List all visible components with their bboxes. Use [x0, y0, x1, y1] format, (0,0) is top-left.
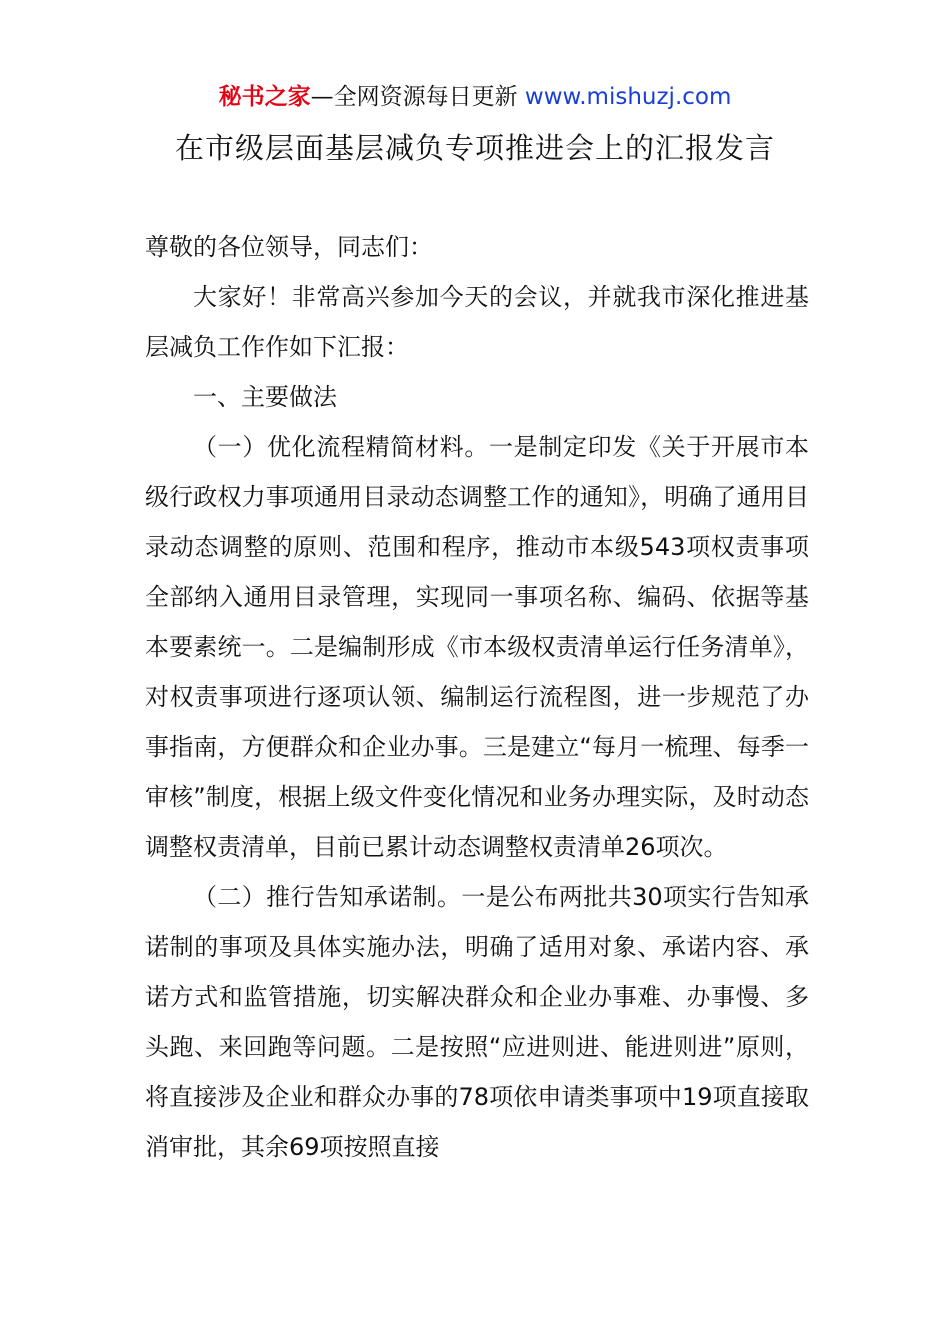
section-heading: 一、主要做法	[193, 383, 337, 411]
salutation: 尊敬的各位领导，同志们：	[145, 233, 433, 261]
paragraph-item-1: （一）优化流程精简材料。一是制定印发《关于开展市本级行政权力事项通用目录动态调整工作的通知》，明确了通用目录动态调整的原则、范围和程序，推动市本级543项权责事项全部纳入通用目录管理，实现同一事项名称、编码、依据等基本要素统一。二是编制形成《市本级权责清单运行任务清单》，对权责事项进行逐项认领、编制运行流程图，进一步规范了办事指南，方便群众和企业办事。三是建立“每月一梳理、每季一审核”制度，根据上级文件变化情况和业务办理实际，及时动态调整权责清单，目前已累计动态调整权责清单26项次。	[145, 433, 809, 861]
document-title: 在市级层面基层减负专项推进会上的汇报发言	[174, 131, 775, 165]
header-tagline: —全网资源每日更新	[310, 84, 518, 110]
site-url[interactable]: www.mishuzj.com	[524, 84, 732, 110]
paragraph-intro: 大家好！非常高兴参加今天的会议，并就我市深化推进基层减负工作作如下汇报：	[145, 283, 809, 361]
paragraph-item-2: （二）推行告知承诺制。一是公布两批共30项实行告知承诺制的事项及具体实施办法，明确了适用对象、承诺内容、承诺方式和监管措施，切实解决群众和企业办事难、办事慢、多头跑、来回跑等问题。二是按照“应进则进、能进则进”原则，将直接涉及企业和群众办事的78项依申请类事项中19项直接取消审批，其余69项按照直接	[145, 883, 809, 1161]
site-header	[0, 82, 950, 112]
document-body	[145, 222, 809, 1172]
brand-name: 秘书之家	[218, 84, 311, 110]
